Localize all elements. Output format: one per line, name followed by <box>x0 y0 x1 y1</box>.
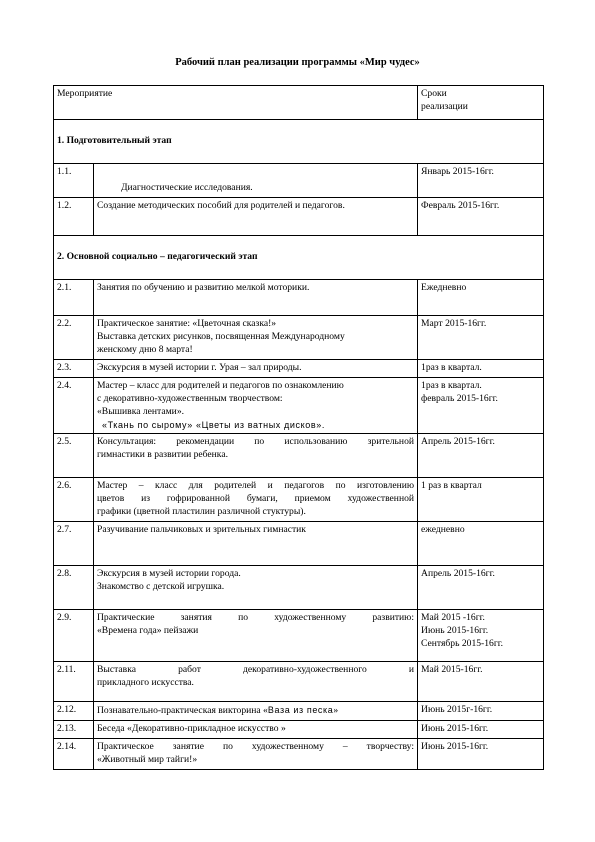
row-activity <box>94 738 418 769</box>
row-number: 2.12. <box>54 701 94 720</box>
row-activity-line: «Животный мир тайги!» <box>97 753 198 765</box>
row-activity-line: женскому дню 8 марта! <box>97 343 193 355</box>
table-row <box>54 521 544 565</box>
row-number: 2.6. <box>54 477 94 521</box>
row-activity-line: Экскурсия в музей истории г. Урая – зал природы. <box>97 362 302 373</box>
row-number: 2.5. <box>54 433 94 477</box>
table-row <box>54 316 544 360</box>
row-term <box>418 316 544 360</box>
table-row <box>54 433 544 477</box>
section-row <box>54 120 544 164</box>
row-term-line: 1 раз в квартал <box>421 479 482 491</box>
row-term <box>418 701 544 720</box>
row-term-line: ежедневно <box>421 523 465 535</box>
row-term-line: Ежедневно <box>421 282 467 293</box>
row-activity-line: гимнастики в развитии ребенка. <box>97 448 228 460</box>
row-activity-line: Мастер – класс для родителей и педагогов по изготовлению <box>97 479 415 491</box>
table-row <box>54 164 544 198</box>
section-1-title: 1. Подготовительный этап <box>54 120 544 164</box>
row-term: Январь 2015-16гг. <box>418 164 544 198</box>
row-activity <box>94 433 418 477</box>
row-term-line: 1раз в квартал. <box>421 379 482 391</box>
table-row <box>54 280 544 316</box>
row-activity: Создание методических пособий для родителей и педагогов. <box>94 198 418 236</box>
row-activity-line: Мастер – класс для родителей и педагогов по ознакомлению <box>97 379 344 391</box>
row-number: 2.3. <box>54 360 94 378</box>
row-term-line: Июнь 2015-16гг. <box>421 722 489 734</box>
row-term <box>418 433 544 477</box>
header-activity: Мероприятие <box>54 86 418 120</box>
section-2-title: 2. Основной социально – педагогический этап <box>54 236 544 280</box>
row-number: 1.2. <box>54 198 94 236</box>
row-activity-line: Разучивание пальчиковых и зрительных гимнастик <box>97 523 306 535</box>
row-term: Февраль 2015-16гг. <box>418 198 544 236</box>
row-activity <box>94 360 418 378</box>
row-activity-line: Консультация: рекомендации по использованию зрительной <box>97 435 415 447</box>
row-activity-line: Ваза из песка <box>267 704 334 715</box>
row-term-line: Апрель 2015-16гг. <box>421 435 495 447</box>
table-row <box>54 738 544 769</box>
row-term <box>418 720 544 738</box>
row-activity <box>94 565 418 609</box>
row-term <box>418 609 544 661</box>
table-row <box>54 701 544 720</box>
row-term-line: Июнь 2015-16гг. <box>421 740 489 752</box>
row-term <box>418 280 544 316</box>
row-term <box>418 477 544 521</box>
table-row <box>54 377 544 433</box>
table-row <box>54 360 544 378</box>
row-number: 2.11. <box>54 661 94 701</box>
header-terms-line2: реализации <box>421 100 468 112</box>
plan-table <box>53 85 544 770</box>
table-header-row <box>54 86 544 120</box>
row-number: 2.4. <box>54 377 94 433</box>
row-activity <box>94 521 418 565</box>
row-number: 2.2. <box>54 316 94 360</box>
header-terms <box>418 86 544 120</box>
row-term-line: Июнь 2015г-16гг. <box>421 703 493 715</box>
row-activity-line: Познавательно-практическая викторина « <box>97 704 268 716</box>
row-activity-line: Практические занятия по художественному развитию: <box>97 611 415 623</box>
table-row <box>54 477 544 521</box>
row-term-line: Сентябрь 2015-16гг. <box>421 637 504 649</box>
row-activity-line: «Ткань по сырому» «Цветы из ватных дисков». <box>102 419 325 430</box>
row-activity-line: графики (цветной пластилин различной стуктуры). <box>97 505 306 517</box>
row-term-line: февраль 2015-16гг. <box>421 392 498 404</box>
row-activity <box>94 701 418 720</box>
row-activity <box>94 164 418 198</box>
table-row <box>54 565 544 609</box>
row-activity-line: » <box>333 704 339 716</box>
row-activity <box>94 377 418 433</box>
row-term-line: 1раз в квартал. <box>421 362 482 373</box>
section-row <box>54 236 544 280</box>
row-term <box>418 661 544 701</box>
row-activity-line: цветов из гофрированной бумаги, приемом художественной <box>97 492 415 504</box>
row-activity-line: Беседа «Декоративно-прикладное искусство » <box>97 722 286 734</box>
row-activity-line: «Времена года» пейзажи <box>97 624 199 636</box>
row-number: 2.14. <box>54 738 94 769</box>
row-term <box>418 738 544 769</box>
row-activity-line: «Вышивка лентами». <box>97 405 185 417</box>
row-number: 2.8. <box>54 565 94 609</box>
row-term <box>418 565 544 609</box>
page-title: Рабочий план реализации программы «Мир чудес» <box>175 57 420 68</box>
row-activity <box>94 477 418 521</box>
row-number: 2.1. <box>54 280 94 316</box>
row-term <box>418 377 544 433</box>
row-activity-line: Занятия по обучению и развитию мелкой моторики. <box>97 282 310 293</box>
row-number: 2.13. <box>54 720 94 738</box>
row-number: 2.9. <box>54 609 94 661</box>
row-activity-line: Выставка работ декоративно-художественного и <box>97 663 415 675</box>
row-term-line: Июнь 2015-16гг. <box>421 624 489 636</box>
row-activity-line: Экскурсия в музей истории города. <box>97 567 241 579</box>
table-row <box>54 720 544 738</box>
row-term-line: Апрель 2015-16гг. <box>421 567 495 579</box>
row-activity-line: Практическое занятие по художественному – творчеству: <box>97 740 415 752</box>
row-activity <box>94 720 418 738</box>
row-term <box>418 521 544 565</box>
row-term <box>418 360 544 378</box>
row-activity-line: Практическое занятие: «Цветочная сказка!» <box>97 318 277 329</box>
row-activity-line: Знакомство с детской игрушка. <box>97 580 225 592</box>
row-activity <box>94 280 418 316</box>
header-terms-line1: Сроки <box>421 88 447 99</box>
row-term-line: Май 2015-16гг. <box>421 663 483 675</box>
table-row <box>54 198 544 236</box>
row-activity-line: с декоративно-художественным творчеством: <box>97 392 283 404</box>
row-activity-text: Диагностические исследования. <box>121 182 253 194</box>
row-activity-line: прикладного искусства. <box>97 676 194 688</box>
row-term-line: Март 2015-16гг. <box>421 318 487 329</box>
row-activity-line: Выставка детских рисунков, посвященная Международному <box>97 330 345 342</box>
row-number: 2.7. <box>54 521 94 565</box>
table-row <box>54 661 544 701</box>
table-row <box>54 609 544 661</box>
row-activity <box>94 661 418 701</box>
row-number: 1.1. <box>54 164 94 198</box>
row-activity <box>94 316 418 360</box>
row-term-line: Май 2015 -16гг. <box>421 611 485 623</box>
row-activity <box>94 609 418 661</box>
